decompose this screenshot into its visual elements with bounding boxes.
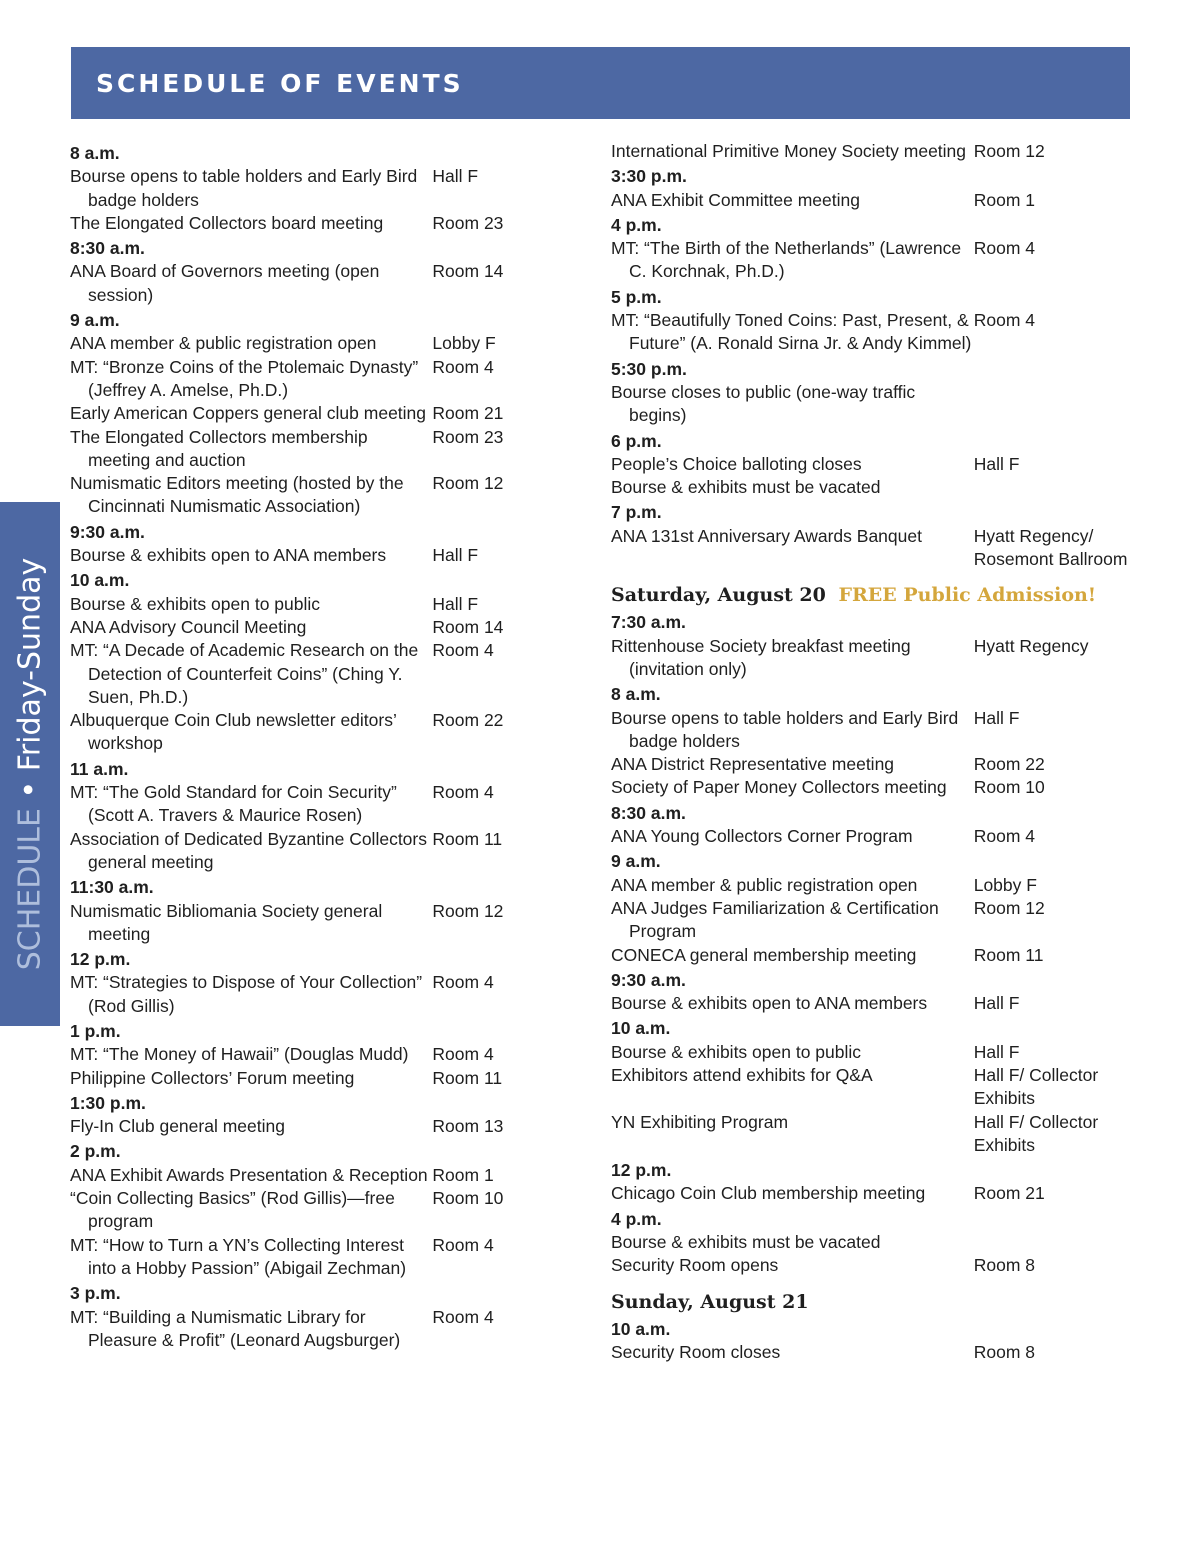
event-description: YN Exhibiting Program [611,1111,789,1132]
event-location: Hall F/ Collector Exhibits [973,1111,1099,1155]
time-heading: 7 p.m. [611,502,662,523]
event-description: MT: “Building a Numismatic Library for Pleasure & Profit” (Leonard Augsburger) [70,1306,401,1350]
event-description: Chicago Coin Club membership meeting [611,1183,926,1204]
side-tab-schedule: SCHEDULE [12,808,48,971]
header-bar [71,47,1130,119]
event-location: Room 14 [432,261,504,282]
event-description: CONECA general membership meeting [611,944,917,965]
event-row [611,635,1151,682]
time-heading: 12 p.m. [611,1160,672,1181]
event-row [70,1234,580,1281]
event-row [70,1306,580,1353]
event-row [70,165,580,212]
event-location: Room 22 [432,710,504,731]
event-location: Room 4 [432,1044,494,1065]
event-row [611,944,1151,967]
time-heading: 5 p.m. [611,286,662,307]
event-row [70,472,580,519]
event-location: Room 22 [973,754,1045,775]
event-row [70,828,580,875]
event-location: Room 4 [973,826,1035,847]
event-location: Room 21 [973,1183,1045,1204]
event-location: Hall F [432,545,479,566]
event-description: Bourse & exhibits open to public [611,1041,862,1062]
page-title: SCHEDULE OF EVENTS [96,69,464,98]
event-description: Philippine Collectors’ Forum meeting [70,1067,355,1088]
event-description: ANA Advisory Council Meeting [70,616,307,637]
event-location: Hall F [973,453,1020,474]
event-row [611,453,1151,476]
event-location: Room 4 [432,782,494,803]
event-row [611,1341,1151,1364]
event-location: Room 1 [432,1164,494,1185]
event-location: Room 4 [432,356,494,377]
time-heading: 5:30 p.m. [611,358,687,379]
event-row [611,897,1151,944]
event-description: Bourse & exhibits open to ANA members [70,545,387,566]
event-row [611,992,1151,1015]
event-row [70,1164,580,1187]
time-heading: 9:30 a.m. [611,969,686,990]
sunday-schedule [611,1318,1151,1365]
event-location: Hall F [432,593,479,614]
event-location: Room 8 [973,1341,1035,1362]
event-location: Room 12 [973,897,1045,918]
event-description: Bourse & exhibits must be vacated [611,1232,881,1253]
time-heading: 9 a.m. [611,851,661,872]
event-location: Room 4 [432,640,494,661]
event-row [611,753,1151,776]
saturday-schedule [611,611,1151,1277]
event-row [611,825,1151,848]
free-admission-note: FREE Public Admission! [838,584,1097,607]
event-row [70,709,580,756]
event-description: Security Room opens [611,1255,779,1276]
side-tab-separator: • [12,780,48,799]
time-heading: 8 a.m. [70,143,120,163]
event-row [611,140,1151,163]
event-row [70,356,580,403]
time-heading: 12 p.m. [70,949,131,970]
event-description: MT: “Strategies to Dispose of Your Collection” (Rod Gillis) [70,972,423,1016]
event-row [70,332,580,355]
event-location: Room 1 [973,189,1035,210]
event-location: Room 11 [432,1067,503,1088]
event-row [611,1041,1151,1064]
sunday-title: Sunday, August 21 [611,1290,809,1313]
event-location: Hall F [973,1041,1020,1062]
time-heading: 10 a.m. [611,1318,671,1339]
side-tab-days: Friday-Sunday [12,557,48,772]
event-description: MT: “How to Turn a YN’s Collecting Interest into a Hobby Passion” (Abigail Zechman) [70,1234,407,1278]
event-location: Room 23 [432,426,504,447]
event-description: ANA Exhibit Committee meeting [611,189,860,210]
event-location: Room 11 [973,944,1044,965]
event-description: ANA Board of Governors meeting (open session) [70,261,380,305]
event-location: Room 4 [432,1306,494,1327]
event-description: Bourse opens to table holders and Early Bird badge holders [70,166,418,210]
time-heading: 11 a.m. [70,758,129,779]
event-location: Room 12 [432,473,504,494]
event-location: Room 12 [973,141,1045,161]
time-heading: 2 p.m. [70,1141,121,1162]
event-row [70,593,580,616]
event-description: The Elongated Collectors board meeting [70,212,384,233]
event-location: Room 11 [432,828,503,849]
event-description: MT: “A Decade of Academic Research on the Detection of Counterfeit Coins” (Ching Y. Suen, Ph.D.) [70,640,419,707]
event-description: Numismatic Bibliomania Society general meeting [70,900,383,944]
event-row [70,1187,580,1234]
time-heading: 7:30 a.m. [611,612,686,633]
sunday-heading [611,1288,1151,1316]
event-row [611,1231,1151,1254]
event-row [70,402,580,425]
event-description: Bourse & exhibits open to ANA members [611,993,928,1014]
event-description: Association of Dedicated Byzantine Collectors general meeting [70,828,427,872]
event-description: MT: “Bronze Coins of the Ptolemaic Dynasty” (Jeffrey A. Amelse, Ph.D.) [70,356,419,400]
event-row [611,189,1151,212]
event-description: Exhibitors attend exhibits for Q&A [611,1064,873,1085]
event-description: ANA member & public registration open [70,333,377,354]
event-row [611,1182,1151,1205]
event-location: Hall F [973,707,1020,728]
friday-continued [611,140,1151,571]
event-location: Hall F [432,166,479,187]
event-row [70,1043,580,1066]
time-heading: 1 p.m. [70,1020,121,1041]
event-description: Fly-In Club general meeting [70,1116,285,1137]
event-location: Hall F/ Collector Exhibits [973,1064,1099,1109]
event-description: ANA 131st Anniversary Awards Banquet [611,525,922,546]
side-tab [0,502,60,1026]
time-heading: 3 p.m. [70,1283,121,1304]
event-description: ANA Judges Familiarization & Certification Program [611,897,939,942]
event-row [70,900,580,947]
event-description: ANA member & public registration open [611,874,918,895]
event-location: Room 14 [432,616,504,637]
event-description: Bourse & exhibits open to public [70,593,321,614]
saturday-heading [611,581,1151,609]
time-heading: 11:30 a.m. [70,877,154,898]
event-description: International Primitive Money Society meeting [611,141,967,161]
event-row [611,237,1151,284]
event-location: Room 10 [432,1188,504,1209]
event-description: Bourse & exhibits must be vacated [611,477,881,498]
event-location: Room 8 [973,1255,1035,1276]
event-row [611,776,1151,799]
event-location [974,381,1151,428]
event-description: Bourse opens to table holders and Early Bird badge holders [611,707,959,751]
event-location: Room 13 [432,1116,504,1137]
event-description: ANA Young Collectors Corner Program [611,826,913,847]
event-row [611,476,1151,499]
event-row [70,971,580,1018]
event-location: Room 4 [973,238,1035,259]
event-row [611,1111,1151,1158]
event-description: MT: “The Birth of the Netherlands” (Lawrence C. Korchnak, Ph.D.) [611,238,962,282]
event-description: Security Room closes [611,1341,781,1362]
event-row [70,544,580,567]
time-heading: 9:30 a.m. [70,521,145,542]
event-row [70,1115,580,1138]
time-heading: 8:30 a.m. [611,802,686,823]
event-location: Room 21 [432,403,504,424]
event-location [974,476,1151,499]
event-description: Albuquerque Coin Club newsletter editors’ workshop [70,710,397,754]
time-heading: 10 a.m. [611,1018,671,1039]
event-description: The Elongated Collectors membership meeting and auction [70,426,368,470]
time-heading: 3:30 p.m. [611,166,687,187]
event-row [611,381,1151,428]
event-row [70,212,580,235]
time-heading: 10 a.m. [70,570,130,591]
event-location: Room 4 [432,1234,494,1255]
event-location: Hall F [973,993,1020,1014]
event-description: “Coin Collecting Basics” (Rod Gillis)—free program [70,1188,395,1232]
event-row [70,260,580,307]
time-heading: 1:30 p.m. [70,1092,146,1113]
left-column [70,140,580,1352]
time-heading: 9 a.m. [70,310,120,331]
event-description: MT: “The Gold Standard for Coin Security” (Scott A. Travers & Maurice Rosen) [70,782,397,826]
event-description: MT: “The Money of Hawaii” (Douglas Mudd) [70,1044,409,1065]
event-row [611,1254,1151,1277]
event-description: ANA District Representative meeting [611,754,895,775]
event-location: Hyatt Regency/ Rosemont Ballroom [973,525,1128,570]
event-row [70,639,580,709]
time-heading: 8:30 a.m. [70,238,145,259]
event-location: Hyatt Regency [973,635,1089,656]
event-description: Society of Paper Money Collectors meeting [611,777,947,798]
event-location [974,1231,1151,1254]
event-location: Lobby F [973,874,1037,895]
time-heading: 4 p.m. [611,214,662,235]
time-heading: 8 a.m. [611,684,661,705]
event-row [70,781,580,828]
side-tab-label [13,558,48,971]
event-location: Room 10 [973,777,1045,798]
event-location: Lobby F [432,333,496,354]
event-location: Room 12 [432,900,504,921]
right-column [611,140,1151,1364]
event-row [611,309,1151,356]
event-description: Bourse closes to public (one-way traffic begins) [611,381,916,426]
time-heading: 6 p.m. [611,430,662,451]
event-row [70,616,580,639]
saturday-title: Saturday, August 20 [611,584,826,607]
event-description: People’s Choice balloting closes [611,453,862,474]
event-location: Room 4 [973,310,1035,331]
event-description: Rittenhouse Society breakfast meeting (invitation only) [611,635,911,679]
event-location: Room 23 [432,212,504,233]
event-description: Early American Coppers general club meeting [70,403,427,424]
event-row [611,1064,1151,1111]
event-row [70,426,580,473]
event-row [611,525,1151,572]
event-location: Room 4 [432,972,494,993]
event-row [611,874,1151,897]
event-description: ANA Exhibit Awards Presentation & Reception [70,1164,428,1185]
time-heading: 4 p.m. [611,1208,662,1229]
event-description: MT: “Beautifully Toned Coins: Past, Present, & Future” (A. Ronald Sirna Jr. & Andy Kimmel) [611,310,972,354]
event-description: Numismatic Editors meeting (hosted by the Cincinnati Numismatic Association) [70,473,404,517]
event-row [611,707,1151,754]
event-row [70,1067,580,1090]
